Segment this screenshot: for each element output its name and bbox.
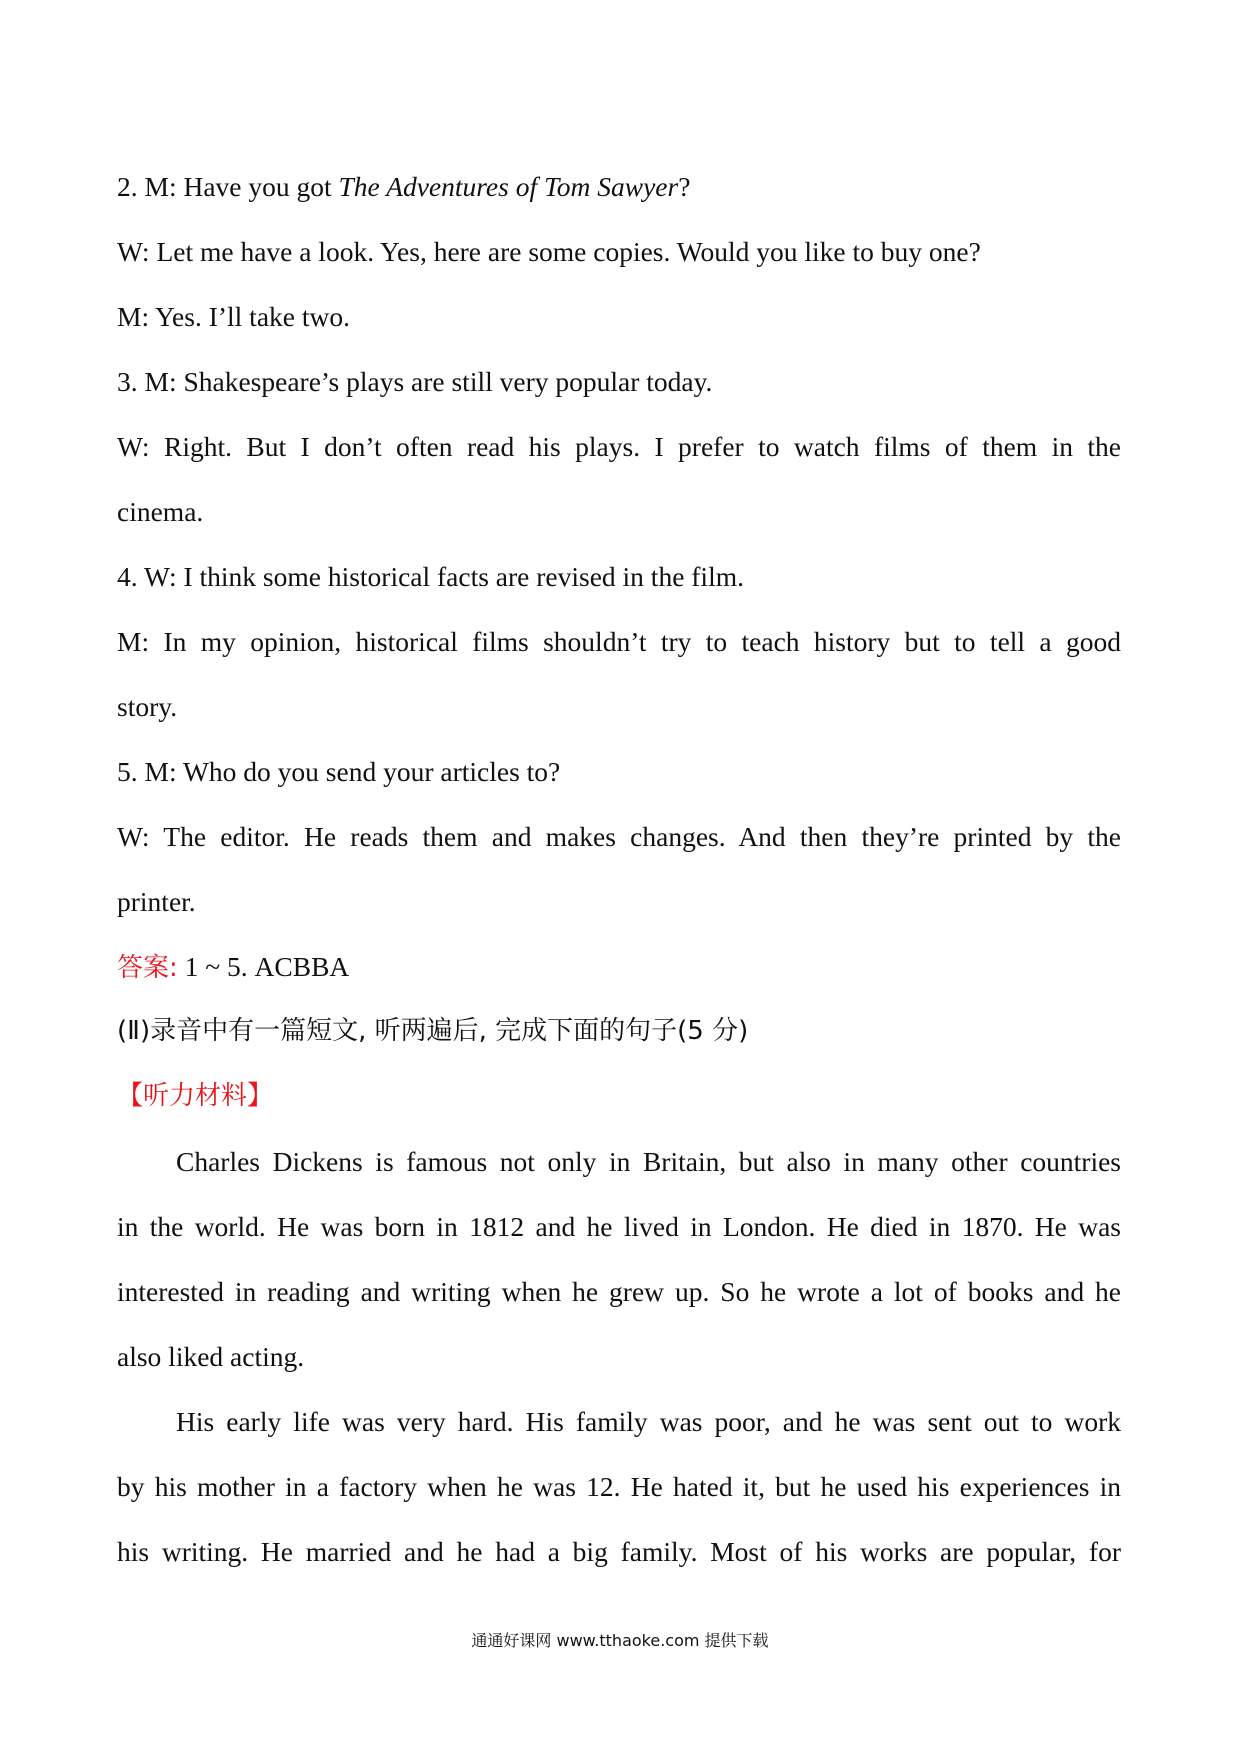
passage-p2-line1: His early life was very hard. His family was poor, and he was sent out to work	[176, 1406, 1121, 1437]
dialogue-4-man-line2: story.	[117, 691, 178, 722]
document-content	[117, 154, 1121, 1584]
dialogue-5-woman-line2: printer.	[117, 886, 196, 917]
dialogue-3-woman-line1: W: Right. But I don’t often read his plays. I prefer to watch films of them in the	[117, 431, 1121, 462]
passage-p1-line1: Charles Dickens is famous not only in Britain, but also in many other countries	[176, 1146, 1121, 1177]
dialogue-2-man-reply: M: Yes. I’ll take two.	[117, 301, 350, 332]
answer-line	[117, 934, 1121, 999]
section-2-instruction: (Ⅱ)录音中有一篇短文, 听两遍后, 完成下面的句子(5 分)	[117, 1016, 749, 1046]
dialogue-4-woman: 4. W: I think some historical facts are revised in the film.	[117, 561, 744, 592]
dialogue-2-suffix: ?	[678, 171, 691, 202]
dialogue-5-man: 5. M: Who do you send your articles to?	[117, 756, 561, 787]
dialogue-5-woman-line1: W: The editor. He reads them and makes changes. And then they’re printed by the	[117, 821, 1121, 852]
dialogue-2-man	[117, 154, 1121, 219]
book-title: The Adventures of Tom Sawyer	[338, 171, 679, 202]
dialogue-2-woman: W: Let me have a look. Yes, here are some copies. Would you like to buy one?	[117, 236, 981, 267]
passage-p1-line2: in the world. He was born in 1812 and he lived in London. He died in 1870. He was	[117, 1211, 1121, 1242]
passage-p1-line3: interested in reading and writing when he grew up. So he wrote a lot of books and he	[117, 1276, 1121, 1307]
answer-value: 1 ~ 5. ACBBA	[177, 951, 350, 982]
dialogue-3-woman-line2: cinema.	[117, 496, 204, 527]
passage-p2-line3: his writing. He married and he had a big family. Most of his works are popular, for	[117, 1536, 1121, 1567]
answer-label: 答案:	[117, 953, 178, 983]
passage-p1-line4: also liked acting.	[117, 1341, 305, 1372]
passage-p2-line2: by his mother in a factory when he was 12. He hated it, but he used his experiences in	[117, 1471, 1121, 1502]
footer-source-text: 通通好课网 www.tthaoke.com 提供下载	[471, 1631, 769, 1650]
dialogue-4-man-line1: M: In my opinion, historical films shouldn’t try to teach history but to tell a good	[117, 626, 1121, 657]
listening-material-heading: 【听力材料】	[117, 1081, 274, 1111]
dialogue-3-man: 3. M: Shakespeare’s plays are still very popular today.	[117, 366, 713, 397]
dialogue-2-prefix: 2. M: Have you got	[117, 171, 339, 202]
